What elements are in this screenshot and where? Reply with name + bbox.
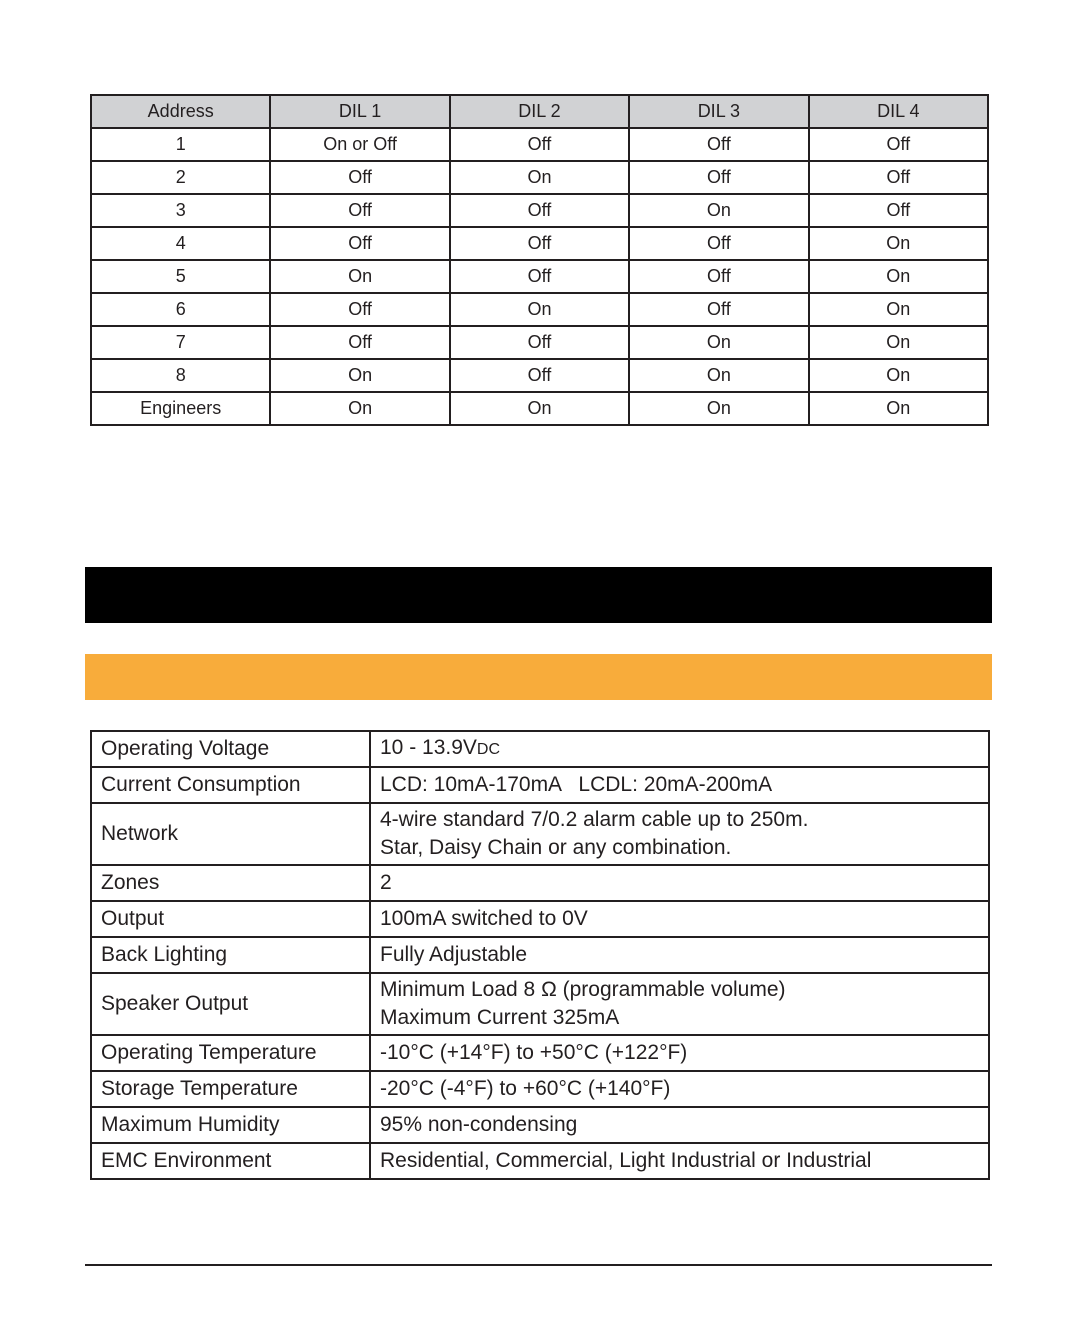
table-cell: On	[809, 227, 988, 260]
spec-value-line: Maximum Current 325mA	[380, 1006, 620, 1029]
table-cell: Off	[270, 227, 449, 260]
spec-value: Residential, Commercial, Light Industrial or Industrial	[370, 1143, 989, 1179]
table-cell: Off	[629, 161, 808, 194]
spec-label: Operating Voltage	[91, 731, 370, 767]
spec-row-output	[91, 901, 989, 937]
spec-row-operating-voltage	[91, 731, 989, 767]
spec-row-back-lighting	[91, 937, 989, 973]
table-cell: Off	[629, 227, 808, 260]
spec-value-line: 4-wire standard 7/0.2 alarm cable up to 250m.	[380, 808, 809, 831]
table-cell: On	[629, 392, 808, 425]
spec-row-maximum-humidity	[91, 1107, 989, 1143]
table-cell: 1	[91, 128, 270, 161]
spec-value: 2	[370, 865, 989, 901]
table-cell: On	[270, 359, 449, 392]
voltage-unit: DC	[476, 741, 501, 758]
header-dil-2: DIL 2	[450, 95, 629, 128]
spec-label: Storage Temperature	[91, 1071, 370, 1107]
table-cell: Off	[629, 260, 808, 293]
spec-label: Speaker Output	[91, 973, 370, 1035]
table-row	[91, 128, 988, 161]
specifications-table	[90, 730, 990, 1180]
table-row	[91, 359, 988, 392]
spec-label: Output	[91, 901, 370, 937]
spec-label: Zones	[91, 865, 370, 901]
spec-label: Network	[91, 803, 370, 865]
spec-label: Operating Temperature	[91, 1035, 370, 1071]
spec-label: Current Consumption	[91, 767, 370, 803]
header-dil-1: DIL 1	[270, 95, 449, 128]
table-cell: Off	[450, 326, 629, 359]
spec-value: 100mA switched to 0V	[370, 901, 989, 937]
spec-value: LCD: 10mA-170mA LCDL: 20mA-200mA	[370, 767, 989, 803]
spec-label: Maximum Humidity	[91, 1107, 370, 1143]
spec-row-network	[91, 803, 989, 865]
spec-value: 95% non-condensing	[370, 1107, 989, 1143]
spec-row-zones	[91, 865, 989, 901]
table-cell: Off	[450, 194, 629, 227]
spec-value	[370, 731, 989, 767]
table-row	[91, 293, 988, 326]
section-subheading-bar	[85, 654, 992, 700]
table-cell: On	[629, 194, 808, 227]
spec-value: -20°C (-4°F) to +60°C (+140°F)	[370, 1071, 989, 1107]
table-cell: On or Off	[270, 128, 449, 161]
table-cell: Off	[629, 128, 808, 161]
table-cell: On	[809, 359, 988, 392]
table-cell: Off	[809, 161, 988, 194]
table-cell: On	[450, 392, 629, 425]
voltage-value: 10 - 13.9V	[380, 736, 477, 759]
table-cell: 4	[91, 227, 270, 260]
spec-row-storage-temperature	[91, 1071, 989, 1107]
spec-label: Back Lighting	[91, 937, 370, 973]
table-cell: Off	[809, 128, 988, 161]
spec-label: EMC Environment	[91, 1143, 370, 1179]
spec-row-operating-temperature	[91, 1035, 989, 1071]
table-row	[91, 326, 988, 359]
table-cell: Off	[270, 161, 449, 194]
header-dil-4: DIL 4	[809, 95, 988, 128]
table-cell: On	[270, 392, 449, 425]
spec-row-speaker-output	[91, 973, 989, 1035]
table-cell: Off	[270, 293, 449, 326]
footer-divider	[85, 1264, 992, 1266]
table-row	[91, 392, 988, 425]
table-cell: 5	[91, 260, 270, 293]
table-row	[91, 227, 988, 260]
header-dil-3: DIL 3	[629, 95, 808, 128]
table-cell: On	[809, 392, 988, 425]
table-cell: On	[809, 326, 988, 359]
spec-value	[370, 803, 989, 865]
table-header-row	[91, 95, 988, 128]
table-row	[91, 194, 988, 227]
table-cell: Off	[629, 293, 808, 326]
table-cell: On	[809, 260, 988, 293]
section-heading-bar	[85, 567, 992, 623]
header-address: Address	[91, 95, 270, 128]
spec-row-emc-environment	[91, 1143, 989, 1179]
table-cell: Off	[450, 227, 629, 260]
table-cell: Off	[450, 128, 629, 161]
table-row	[91, 161, 988, 194]
table-cell: 3	[91, 194, 270, 227]
table-cell: On	[450, 293, 629, 326]
spec-value: Fully Adjustable	[370, 937, 989, 973]
table-cell: On	[450, 161, 629, 194]
table-cell: Engineers	[91, 392, 270, 425]
table-cell: On	[629, 359, 808, 392]
table-cell: On	[809, 293, 988, 326]
spec-value-line: Star, Daisy Chain or any combination.	[380, 836, 732, 859]
table-cell: Off	[809, 194, 988, 227]
table-cell: Off	[450, 260, 629, 293]
table-cell: 6	[91, 293, 270, 326]
table-cell: 7	[91, 326, 270, 359]
table-cell: 2	[91, 161, 270, 194]
table-row	[91, 260, 988, 293]
table-cell: On	[629, 326, 808, 359]
spec-value-line: Minimum Load 8 Ω (programmable volume)	[380, 978, 786, 1001]
table-cell: Off	[270, 326, 449, 359]
spec-row-current-consumption	[91, 767, 989, 803]
dil-address-table	[90, 94, 989, 426]
table-cell: On	[270, 260, 449, 293]
table-cell: Off	[450, 359, 629, 392]
table-cell: 8	[91, 359, 270, 392]
spec-value: -10°C (+14°F) to +50°C (+122°F)	[370, 1035, 989, 1071]
spec-value	[370, 973, 989, 1035]
table-cell: Off	[270, 194, 449, 227]
